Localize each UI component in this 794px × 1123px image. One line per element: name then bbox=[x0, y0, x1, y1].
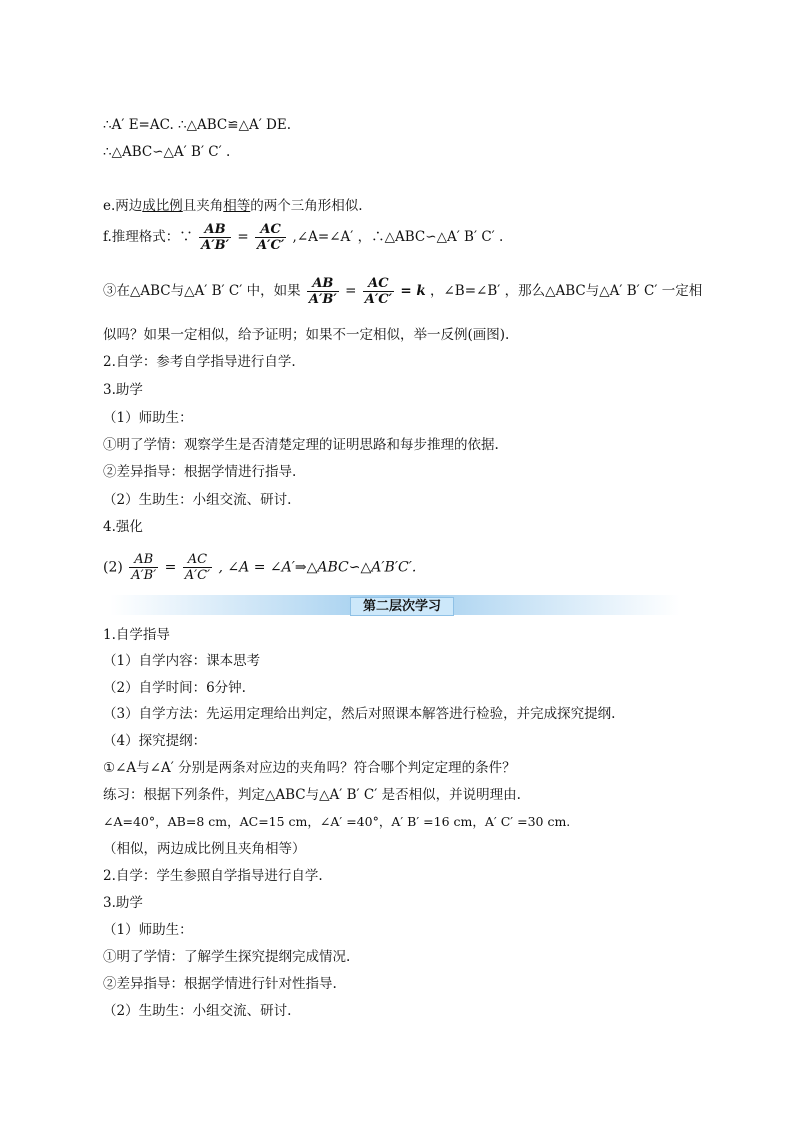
fraction-ac-over-a1c1: $\frac{AC}{A'C'}$ bbox=[364, 276, 393, 307]
exercise-prompt: 练习：根据下列条件，判定△ABC与△A′ B′ C′ 是否相似，并说明理由. bbox=[103, 787, 521, 803]
reasoning-format bbox=[103, 222, 503, 253]
theorem-underline-equal: 相等 bbox=[223, 198, 251, 214]
teacher-help-2: （1）师助生： bbox=[103, 922, 193, 938]
theorem-statement bbox=[103, 197, 363, 215]
teacher-help-item-1: ①明了学情：观察学生是否清楚定理的证明思路和每步推理的依据. bbox=[103, 437, 499, 453]
equals-sign: = bbox=[345, 283, 357, 299]
reinforce-formula bbox=[103, 552, 416, 583]
assist-heading: 3.助学 bbox=[103, 382, 143, 398]
teacher-help-item-2: ②差异指导：根据学情进行指导. bbox=[103, 464, 297, 480]
formula-label: (2) bbox=[103, 559, 123, 576]
outline-question-1: ①∠A与∠A′ 分别是两条对应边的夹角吗？符合哪个判定定理的条件？ bbox=[103, 760, 516, 776]
theorem-mid: 且夹角 bbox=[182, 198, 224, 214]
theorem-prefix: e.两边 bbox=[103, 198, 143, 214]
peer-help: （2）生助生：小组交流、研讨. bbox=[103, 492, 292, 508]
teacher-help-2-item-2: ②差异指导：根据学情进行针对性指导. bbox=[103, 976, 337, 992]
self-study-2: 2.自学：学生参照自学指导进行自学. bbox=[103, 868, 323, 884]
proof-line-1: ∴A′ E=AC. ∴△ABC≌△A′ DE. bbox=[103, 117, 292, 133]
fraction-ac-over-a1c1: $\frac{AC}{A'C'}$ bbox=[256, 222, 285, 253]
exercise-data: ∠A=40°，AB=8 cm，AC=15 cm，∠A′ =40°，A′ B′ =16 cm，A′ C′ =30 cm. bbox=[103, 814, 571, 829]
assist-heading-2: 3.助学 bbox=[103, 895, 143, 911]
teacher-help-2-item-1: ①明了学情：了解学生探究提纲完成情况. bbox=[103, 949, 351, 965]
reinforce-heading: 4.强化 bbox=[103, 519, 143, 535]
reasoning-prefix: f.推理格式：∵ bbox=[103, 229, 193, 245]
guide-method: （3）自学方法：先运用定理给出判定，然后对照课本解答进行检验，并完成探究提纲. bbox=[103, 706, 616, 722]
question-3-suffix: ，∠B=∠B′ ，那么△ABC与△A′ B′ C′ 一定相 bbox=[430, 283, 703, 299]
equals-sign: = bbox=[164, 559, 177, 576]
ratio-k: = k bbox=[400, 283, 426, 299]
guide-content: （1）自学内容：课本思考 bbox=[103, 653, 261, 669]
reasoning-suffix: ,∠A=∠A′ ，∴△ABC∽△A′ B′ C′ . bbox=[292, 229, 504, 245]
peer-help-2: （2）生助生：小组交流、研讨. bbox=[103, 1003, 292, 1019]
theorem-suffix: 的两个三角形相似. bbox=[250, 198, 363, 214]
teacher-help: （1）师助生： bbox=[103, 410, 193, 426]
theorem-underline-proportional: 成比例 bbox=[142, 198, 183, 214]
formula-suffix: , ∠A = ∠A′⇒△ABC∽△A′B′C′. bbox=[218, 559, 417, 576]
guide-heading: 1.自学指导 bbox=[103, 627, 170, 643]
guide-time: （2）自学时间：6分钟. bbox=[103, 680, 246, 696]
fraction-ab-over-a1b1: $\frac{AB}{A'B'}$ bbox=[201, 222, 230, 253]
self-study: 2.自学：参考自学指导进行自学. bbox=[103, 354, 296, 370]
fraction-ab-over-a1b1: $\frac{AB}{A'B'}$ bbox=[131, 552, 157, 583]
question-3-prefix: ③在△ABC与△A′ B′ C′ 中，如果 bbox=[103, 283, 301, 299]
fraction-ab-over-a1b1: $\frac{AB}{A'B'}$ bbox=[308, 276, 337, 307]
proof-line-2: ∴△ABC∽△A′ B′ C′ . bbox=[103, 144, 231, 160]
exercise-answer: （相似，两边成比例且夹角相等） bbox=[103, 841, 306, 857]
question-3 bbox=[103, 276, 702, 307]
section-title: 第二层次学习 bbox=[350, 597, 454, 616]
question-3-continuation: 似吗？如果一定相似，给予证明；如果不一定相似，举一反例(画图). bbox=[103, 327, 510, 343]
equals-sign: = bbox=[237, 229, 249, 245]
fraction-ac-over-a1c1: $\frac{AC}{A'C'}$ bbox=[184, 552, 211, 583]
guide-outline: （4）探究提纲： bbox=[103, 733, 207, 749]
